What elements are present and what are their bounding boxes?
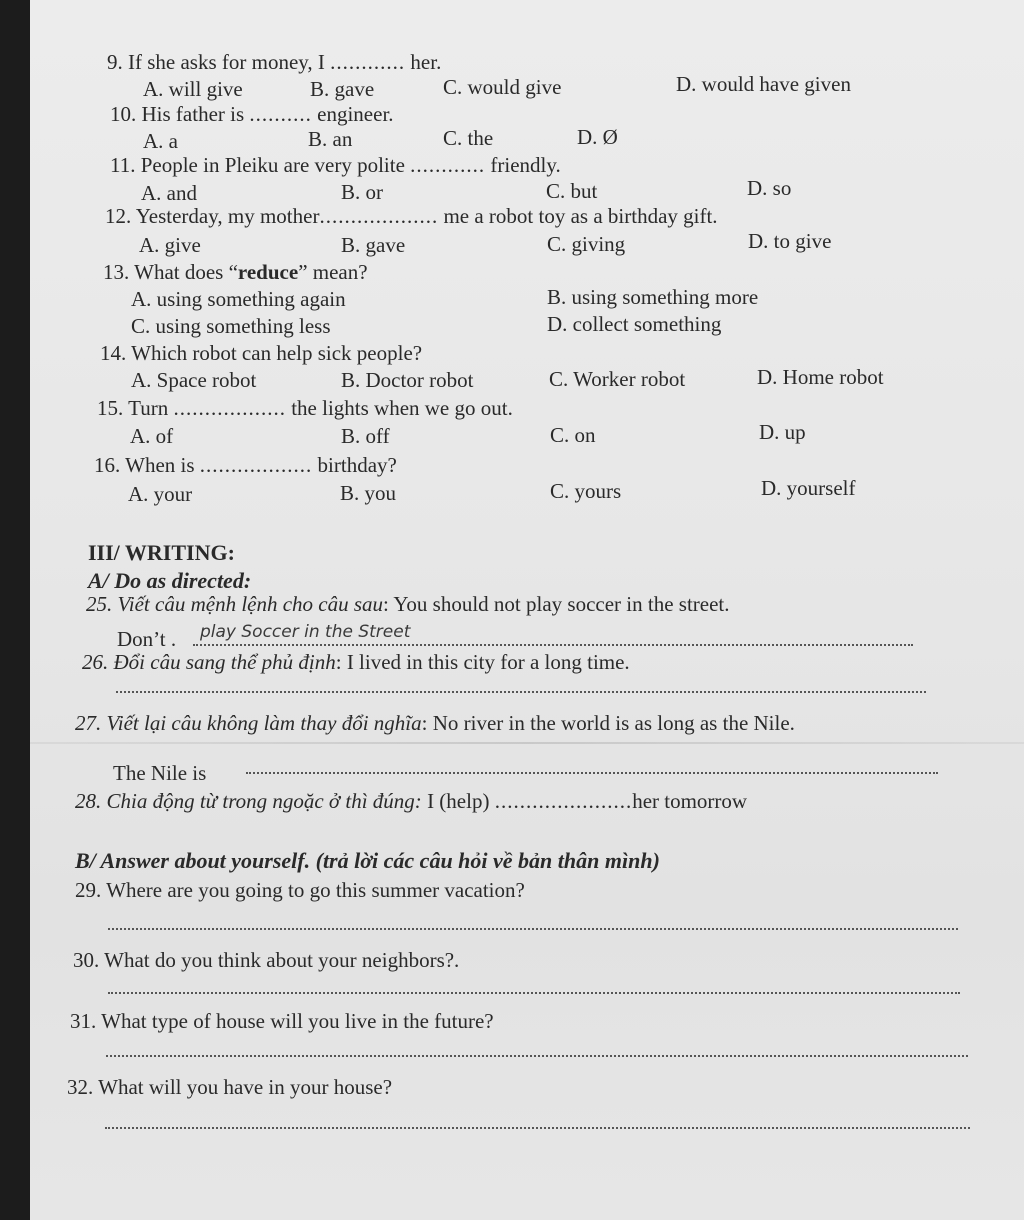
option-c: C. Worker robot [549,367,686,391]
answer-line [193,644,913,646]
answer-line [106,1055,968,1057]
blank: .................. [173,396,286,420]
question-25-sentence: : You should not play soccer in the street. [383,592,730,616]
option-b: B. off [341,424,390,448]
question-15-stem: 15. Turn [97,396,174,420]
option-c: C. yours [550,479,622,503]
question-16 [94,455,397,476]
option-a: A. Space robot [131,368,257,392]
question-30: 30. What do you think about your neighbors?. [73,948,460,972]
option-b: B. you [340,481,397,505]
question-9-stem-end: her. [405,50,442,74]
blank: ................... [319,204,439,228]
question-15-stem-end: the lights when we go out. [285,396,513,420]
blank: .................. [199,453,313,477]
question-32: 32. What will you have in your house? [67,1075,393,1099]
question-12-stem-end: me a robot toy as a birthday gift. [438,204,718,228]
question-25 [86,594,730,615]
question-28-sentence-end: her tomorrow [632,789,748,813]
option-a: A. your [128,482,193,506]
option-d: D. to give [748,229,832,253]
handwritten-answer: play Soccer in the Street [200,622,411,642]
section-b-heading: B/ Answer about yourself. (trả lời các câu hỏi về bản thân mình) [75,848,660,873]
option-b: B. gave [341,233,406,257]
question-14 [100,343,422,364]
question-13-stem-end: ” mean? [298,260,368,284]
question-12 [105,206,718,227]
blank: ............ [330,50,406,74]
option-b: B. Doctor robot [341,368,474,392]
option-a: A. a [143,129,178,153]
answer-line [116,691,926,693]
question-27-sentence: : No river in the world is as long as the Nile. [421,711,795,735]
answer-line [105,1127,970,1129]
keyword: reduce [237,260,299,284]
question-10 [110,104,394,125]
option-b: B. gave [310,77,375,101]
writing-heading: III/ WRITING: [88,540,235,565]
option-c: C. on [550,423,596,447]
section-a-heading: A/ Do as directed: [88,568,252,593]
answer-line [108,992,960,994]
question-28-instruction: 28. Chia động từ trong ngoặc ở thì đúng: [75,789,428,813]
question-11-stem: 11. People in Pleiku are very polite [110,153,411,177]
question-9-stem: 9. If she asks for money, I [107,50,331,74]
option-a: A. of [130,424,174,448]
question-16-stem-end: birthday? [312,453,397,477]
option-c: C. would give [443,75,562,99]
question-9 [107,52,441,73]
option-b: B. using something more [547,285,759,309]
question-10-stem: 10. His father is [110,102,250,126]
option-d: D. up [759,420,806,444]
question-10-stem-end: engineer. [311,102,394,126]
option-a: A. and [141,181,197,205]
option-d: D. so [747,176,792,200]
option-c: C. giving [547,232,626,256]
question-15 [97,398,513,419]
option-c: C. but [546,179,598,203]
question-29: 29. Where are you going to go this summer vacation? [75,878,525,902]
question-27-instruction: 27. Viết lại câu không làm thay đổi nghĩa [75,711,422,735]
question-12-stem: 12. Yesterday, my mother [105,204,320,228]
option-d: D. yourself [761,476,856,500]
answer-line [246,772,938,774]
option-c: C. using something less [131,314,331,338]
option-d: D. Ø [577,125,618,149]
question-16-stem: 16. When is [94,453,200,477]
question-11 [110,155,561,176]
blank: ...................... [494,789,633,813]
option-a: A. will give [143,77,243,101]
blank: ............ [410,153,486,177]
option-d: D. collect something [547,312,722,336]
option-c: C. the [443,126,494,150]
question-13 [103,262,368,283]
option-d: D. would have given [676,72,851,96]
option-a: A. give [139,233,201,257]
question-26 [82,652,630,673]
option-a: A. using something again [131,287,346,311]
blank: .......... [249,102,312,126]
option-b: B. an [308,127,353,151]
option-b: B. or [341,180,383,204]
question-14-stem: 14. Which robot can help sick people? [100,341,423,365]
question-26-sentence: : I lived in this city for a long time. [335,650,630,674]
question-28 [75,791,747,812]
question-13-stem: 13. What does “ [103,260,238,284]
option-d: D. Home robot [757,365,884,389]
question-27 [75,713,795,734]
question-26-instruction: 26. Đổi câu sang thể phủ định [82,650,336,674]
question-28-sentence: I (help) [427,789,495,813]
question-25-instruction: 25. Viết câu mệnh lệnh cho câu sau [86,592,384,616]
question-25-lead: Don’t . [117,627,177,651]
answer-line [108,928,958,930]
question-11-stem-end: friendly. [485,153,561,177]
paper-fold [30,742,1024,744]
question-27-lead: The Nile is [113,761,207,785]
question-31: 31. What type of house will you live in the future? [70,1009,494,1033]
